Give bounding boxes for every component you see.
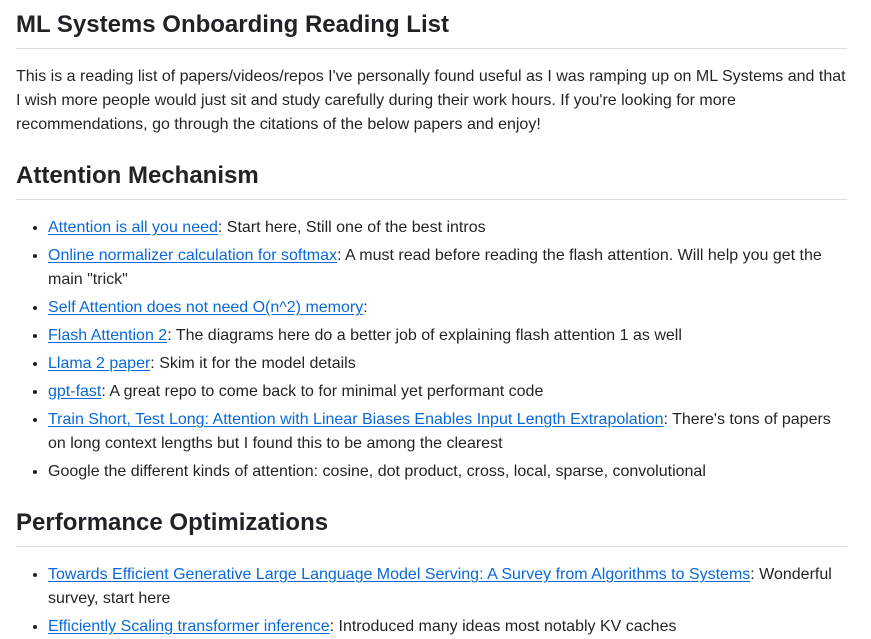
readme-content	[16, 0, 847, 639]
link-attention-is-all-you-need[interactable]: Attention is all you need	[48, 219, 218, 236]
link-self-attention-memory[interactable]: Self Attention does not need O(n^2) memory	[48, 299, 364, 316]
list-item	[48, 216, 847, 240]
attention-reading-list	[16, 216, 847, 484]
list-item	[48, 460, 847, 484]
list-item	[48, 380, 847, 404]
list-item	[48, 408, 847, 456]
link-llama-2-paper[interactable]: Llama 2 paper	[48, 355, 151, 372]
item-description: : A must read before reading the flash attention. Will help you get the main "trick"	[48, 247, 822, 288]
list-item	[48, 324, 847, 348]
list-item	[48, 563, 847, 611]
item-description: : There's tons of papers on long context lengths but I found this to be among the clearest	[48, 411, 831, 452]
link-train-short-test-long[interactable]: Train Short, Test Long: Attention with Linear Biases Enables Input Length Extrapolation	[48, 411, 664, 428]
intro-paragraph: This is a reading list of papers/videos/repos I've personally found useful as I was ramping up on ML Systems and that I wish more people would just sit and study carefully during their work hours. If you're looking for more recommendations, go through the citations of the below papers and enjoy!	[16, 68, 846, 133]
link-gpt-fast[interactable]: gpt-fast	[48, 383, 102, 400]
item-description: :	[363, 299, 368, 316]
item-description: : Wonderful survey, start here	[48, 566, 832, 607]
list-item	[48, 244, 847, 292]
item-description: Google the different kinds of attention: cosine, dot product, cross, local, sparse, convolutional	[48, 463, 706, 480]
link-flash-attention-2[interactable]: Flash Attention 2	[48, 327, 168, 344]
page-title: ML Systems Onboarding Reading List	[16, 10, 847, 49]
item-description: : The diagrams here do a better job of explaining flash attention 1 as well	[167, 327, 682, 344]
section-heading-attention-mechanism: Attention Mechanism	[16, 161, 847, 200]
list-item	[48, 615, 847, 639]
item-description: : Start here, Still one of the best intros	[217, 219, 486, 236]
item-description: : Introduced many ideas most notably KV caches	[329, 618, 677, 635]
link-online-normalizer-softmax[interactable]: Online normalizer calculation for softmax	[48, 247, 338, 264]
link-efficient-llm-serving-survey[interactable]: Towards Efficient Generative Large Language Model Serving: A Survey from Algorithms to Systems	[48, 566, 751, 583]
link-efficiently-scaling-transformer-inference[interactable]: Efficiently Scaling transformer inference	[48, 618, 330, 635]
section-heading-performance-optimizations: Performance Optimizations	[16, 508, 847, 547]
performance-reading-list	[16, 563, 847, 639]
item-description: : Skim it for the model details	[150, 355, 356, 372]
list-item	[48, 296, 847, 320]
item-description: : A great repo to come back to for minimal yet performant code	[101, 383, 544, 400]
list-item	[48, 352, 847, 376]
